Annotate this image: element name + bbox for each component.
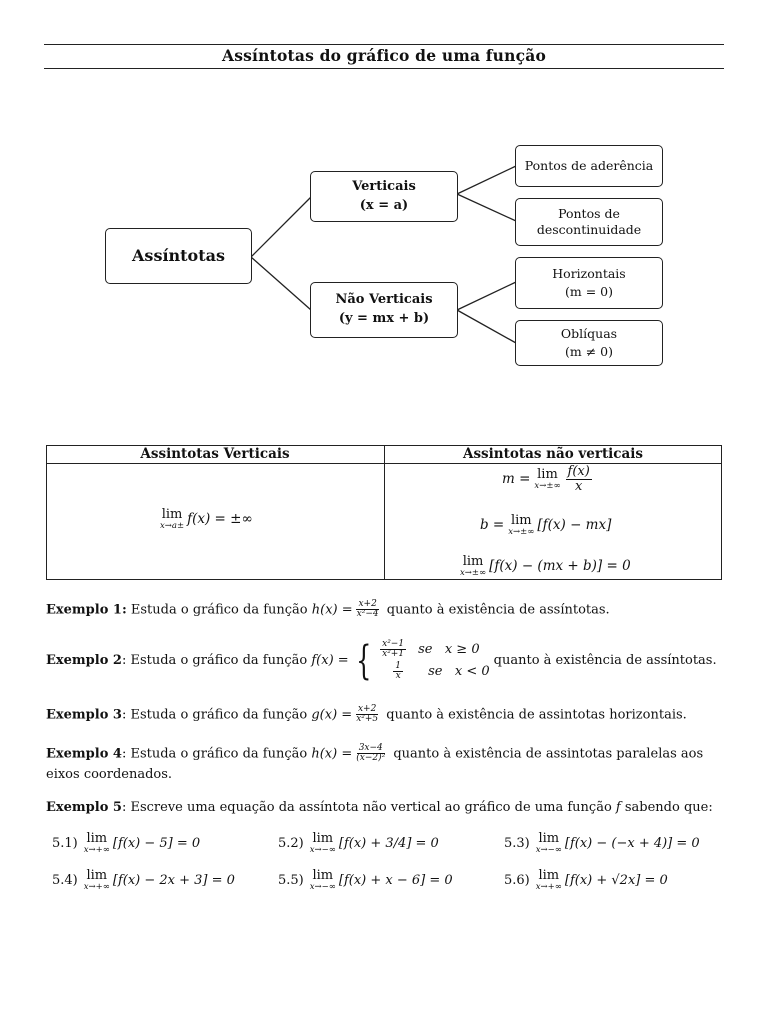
obliq-label: Oblíquas <box>560 325 618 341</box>
slope-numerator: f(x) <box>567 464 590 479</box>
item-expression: [f(x) − 5] = 0 <box>112 835 201 851</box>
root-node <box>105 228 252 284</box>
lim-word: lim <box>86 831 108 846</box>
example-3-denominator: x²+5 <box>356 714 379 725</box>
lim-word: lim <box>312 868 334 883</box>
example-3 <box>46 705 687 725</box>
item-number: 5.3) <box>504 835 530 851</box>
piecewise-case-2 <box>378 662 490 682</box>
lim-subscript: x→−∞ <box>535 845 562 855</box>
lim-word: lim <box>538 831 560 846</box>
example-4-line-2: eixos coordenados. <box>46 767 173 782</box>
vertical-node <box>310 171 458 222</box>
lim-subscript: x→±∞ <box>460 568 487 578</box>
item-expression: [f(x) + √2x] = 0 <box>564 872 668 888</box>
piecewise-case-1 <box>378 640 490 660</box>
slope-fraction <box>566 465 592 493</box>
piecewise-cases <box>378 640 490 682</box>
example-1-denominator: x²−4 <box>356 609 379 620</box>
intercept-expr: [f(x) − mx] <box>537 517 612 534</box>
connector-vertical-aderencia <box>457 166 516 194</box>
example-3-post: quanto à existência de assintotas horizontais. <box>382 707 687 723</box>
example-1-post: quanto à existência de assíntotas. <box>382 602 610 618</box>
lim-subscript: x→+∞ <box>83 882 110 892</box>
connector-nonvertical-horiz <box>457 282 516 310</box>
example-4-pre: : Estuda o gráfico da função <box>121 746 312 762</box>
connector-root-nonvertical <box>251 257 311 310</box>
item-number: 5.4) <box>52 872 78 888</box>
lim-word: lim <box>537 466 558 482</box>
item-expression: [f(x) − (−x + 4)] = 0 <box>564 835 700 851</box>
case-2-fraction <box>380 662 416 682</box>
item-expression: [f(x) − 2x + 3] = 0 <box>112 872 235 888</box>
example-4-denominator: (x−2)² <box>356 753 386 764</box>
example-5-function-symbol: f <box>615 800 621 815</box>
exercise-item <box>52 832 200 855</box>
descont-label-2: descontinuidade <box>536 222 642 237</box>
lim-subscript: x→+∞ <box>83 845 110 855</box>
nonvertical-label: Não Verticais <box>335 292 433 308</box>
descont-label-1: Pontos de <box>558 206 620 222</box>
lim-word: lim <box>538 868 560 883</box>
case-2-condition: se x < 0 <box>428 663 490 679</box>
exercise-item <box>52 869 235 892</box>
example-3-fraction <box>354 705 380 725</box>
example-1-function: h(x) = <box>311 602 353 618</box>
example-5-post: sabendo que: <box>620 800 713 815</box>
example-3-label: Exemplo 3 <box>46 707 122 723</box>
exercise-item <box>278 832 439 855</box>
lim-subscript: x→±∞ <box>508 527 535 537</box>
obliq-equation: (m ≠ 0) <box>565 344 613 359</box>
lim-word: lim <box>161 507 183 522</box>
aderencia-label: Pontos de aderência <box>524 157 654 173</box>
piecewise-brace: { <box>355 637 372 684</box>
lim-word: lim <box>510 513 532 528</box>
example-2 <box>46 637 717 684</box>
horizontais-node <box>515 257 663 309</box>
lim-subscript: x→−∞ <box>309 882 336 892</box>
example-3-function: g(x) = <box>311 707 353 723</box>
example-2-pre: : Estuda o gráfico da função <box>121 652 312 668</box>
example-4-fraction <box>354 744 387 764</box>
exercise-item <box>504 832 700 855</box>
case-1-denominator: x²+1 <box>382 649 405 660</box>
col-header-verticais: Assintotas Verticais <box>140 446 290 462</box>
connector-root-vertical <box>251 197 311 257</box>
example-1-label: Exemplo 1: <box>46 602 127 618</box>
item-expression: [f(x) + x − 6] = 0 <box>338 872 453 888</box>
example-1-fraction <box>355 600 381 620</box>
oblique-condition-formula <box>460 555 631 578</box>
vertical-equation: (x = a) <box>359 197 409 213</box>
slope-lhs: m = <box>502 471 531 488</box>
example-2-post: quanto à existência de assíntotas. <box>493 652 717 668</box>
example-1-pre: Estuda o gráfico da função <box>126 602 312 618</box>
example-4-label: Exemplo 4 <box>46 746 122 762</box>
col-header-nao-verticais: Assintotas não verticais <box>462 446 643 462</box>
example-2-function: f(x) = <box>311 652 349 668</box>
item-number: 5.6) <box>504 872 530 888</box>
example-4 <box>46 744 703 764</box>
lim-word: lim <box>462 554 484 569</box>
descontinuidade-node <box>515 198 663 246</box>
example-3-numerator: x+2 <box>357 704 377 714</box>
intercept-lhs: b = <box>480 517 505 534</box>
item-number: 5.2) <box>278 835 304 851</box>
nonvertical-equation: (y = mx + b) <box>338 311 430 326</box>
example-3-pre: : Estuda o gráfico da função <box>121 707 312 723</box>
slope-denominator: x <box>575 478 583 494</box>
lim-subscript: x→+∞ <box>535 882 562 892</box>
connector-vertical-descont <box>457 194 516 221</box>
table-column-divider <box>384 445 385 580</box>
example-5-label: Exemplo 5 <box>46 800 122 815</box>
exercise-item <box>278 869 453 892</box>
lim-subscript: x→a± <box>160 521 185 531</box>
lim-subscript: x→−∞ <box>309 845 336 855</box>
vertical-limit-formula <box>160 508 253 531</box>
connector-nonvertical-obliq <box>457 310 516 343</box>
example-4-numerator: 3x−4 <box>358 743 383 753</box>
case-1-numerator: x²−1 <box>382 639 405 649</box>
item-number: 5.5) <box>278 872 304 888</box>
vertical-label: Verticais <box>352 178 416 194</box>
example-2-label: Exemplo 2 <box>46 652 122 668</box>
lim-word: lim <box>312 831 334 846</box>
example-1 <box>46 600 610 620</box>
page-title: Assíntotas do gráfico de uma função <box>221 46 547 65</box>
example-4-function: h(x) = <box>311 746 353 762</box>
case-2-denominator: x <box>395 671 401 682</box>
exercise-item <box>504 869 668 892</box>
lim-word: lim <box>86 868 108 883</box>
slope-formula <box>502 465 594 493</box>
example-1-numerator: x+2 <box>358 599 377 609</box>
example-4-post: quanto à existência de assintotas paralelas aos <box>389 746 704 762</box>
horiz-label: Horizontais <box>552 265 626 281</box>
oblique-condition-expr: [f(x) − (mx + b)] = 0 <box>489 558 631 575</box>
example-5 <box>46 799 713 817</box>
case-1-fraction <box>380 640 406 660</box>
lim-subscript: x→±∞ <box>534 480 561 491</box>
item-number: 5.1) <box>52 835 78 851</box>
obliquas-node <box>515 320 663 366</box>
vertical-limit-expr: f(x) = ±∞ <box>187 511 253 528</box>
example-5-text: : Escreve uma equação da assíntota não vertical ao gráfico de uma função <box>121 800 616 815</box>
case-2-numerator: 1 <box>395 660 401 671</box>
intercept-formula <box>480 514 611 537</box>
case-1-condition: se x ≥ 0 <box>418 641 480 657</box>
item-expression: [f(x) + 3/4] = 0 <box>338 835 439 851</box>
horiz-equation: (m = 0) <box>565 284 613 299</box>
aderencia-node <box>515 145 663 187</box>
nonvertical-node <box>310 282 458 338</box>
root-label: Assíntotas <box>132 246 225 266</box>
